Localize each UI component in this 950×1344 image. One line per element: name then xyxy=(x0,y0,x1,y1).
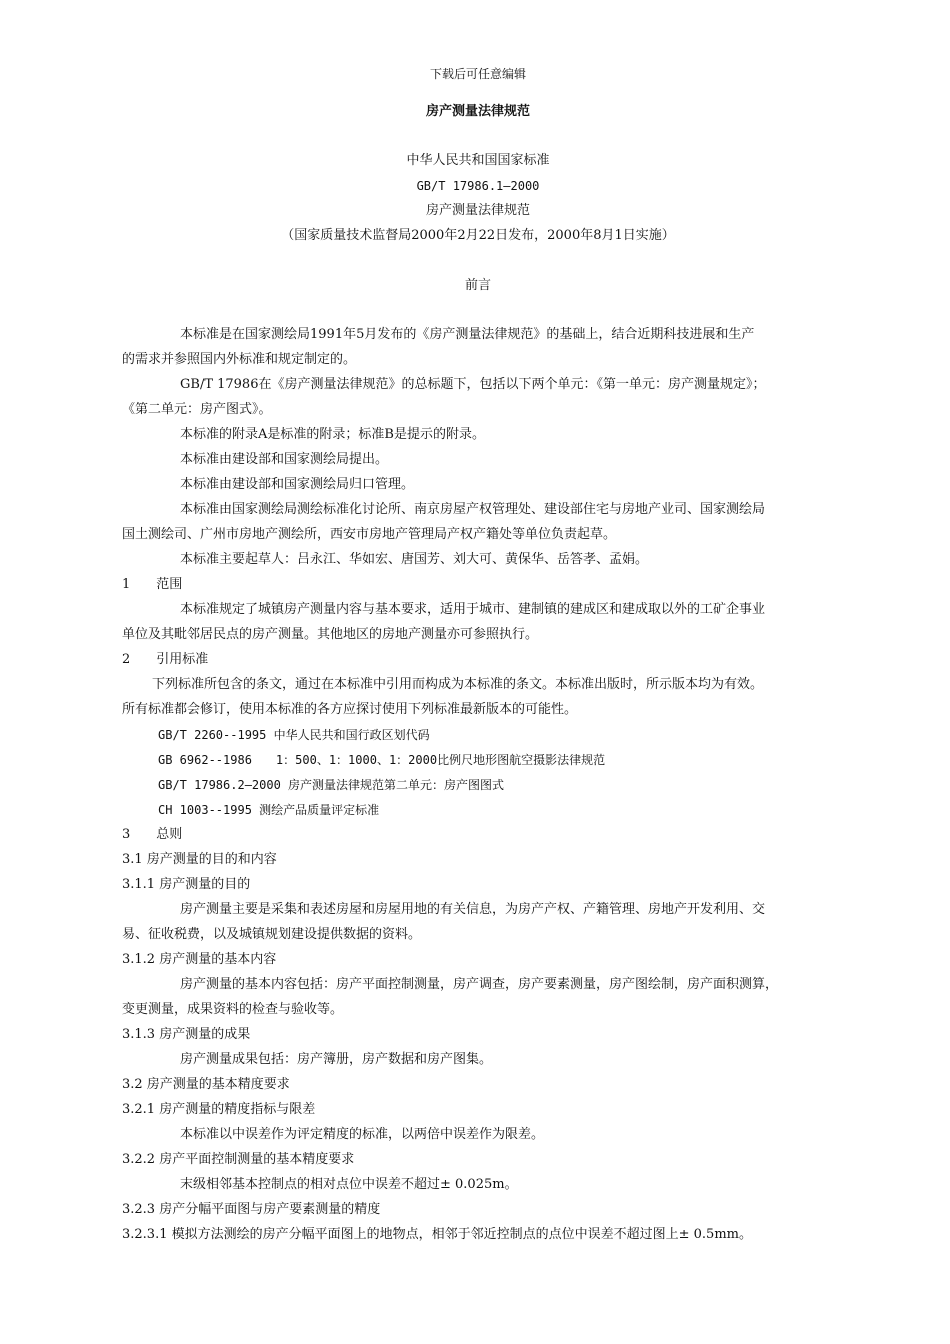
reference-item: CH 1003--1995 测绘产品质量评定标准 xyxy=(158,803,380,817)
foreword-p4: 本标准由建设部和国家测绘局提出。 xyxy=(180,452,389,467)
section-3-2-2-p: 末级相邻基本控制点的相对点位中误差不超过± 0.025m。 xyxy=(180,1177,518,1192)
foreword-p2-line1: GB/T 17986在《房产测量法律规范》的总标题下，包括以下两个单元：《第一单元：房产测量规定》； xyxy=(180,377,766,392)
reference-item: GB/T 2260--1995 中华人民共和国行政区划代码 xyxy=(158,728,430,742)
foreword-p1-line1: 本标准是在国家测绘局1991年5月发布的《房产测量法律规范》的基础上，结合近期科技进展和生产 xyxy=(180,327,755,342)
foreword-heading: 前言 xyxy=(464,278,491,293)
section-2-heading: 2 引用标准 xyxy=(122,652,209,667)
foreword-p6-line2: 国土测绘司、广州市房地产测绘所，西安市房地产管理局产权产籍处等单位负责起草。 xyxy=(122,527,617,542)
section-3-1-3-heading: 3.1.3 房产测量的成果 xyxy=(122,1027,251,1042)
section-2-p1-line1: 下列标准所包含的条文，通过在本标准中引用而构成为本标准的条文。本标准出版时，所示版本均为有效。 xyxy=(152,677,764,692)
standard-number: GB/T 17986.1—2000 xyxy=(416,179,540,193)
standard-name: 房产测量法律规范 xyxy=(425,203,530,218)
section-3-1-2-heading: 3.1.2 房产测量的基本内容 xyxy=(122,952,277,967)
reference-item: GB 6962--1986 1：500、1：1000、1：2000比例尺地形图航空摄影法律规范 xyxy=(158,753,606,767)
section-3-2-3-heading: 3.2.3 房产分幅平面图与房产要素测量的精度 xyxy=(122,1202,381,1217)
section-3-2-1-heading: 3.2.1 房产测量的精度指标与限差 xyxy=(122,1102,316,1117)
section-2-p1-line2: 所有标准都会修订，使用本标准的各方应探讨使用下列标准最新版本的可能性。 xyxy=(122,702,578,717)
document-title: 房产测量法律规范 xyxy=(425,104,530,119)
section-3-1-1-heading: 3.1.1 房产测量的目的 xyxy=(122,877,251,892)
section-3-1-1-p-line2: 易、征收税费，以及城镇规划建设提供数据的资料。 xyxy=(122,927,422,942)
section-3-2-2-heading: 3.2.2 房产平面控制测量的基本精度要求 xyxy=(122,1152,355,1167)
section-1-heading: 1 范围 xyxy=(122,577,183,592)
standard-country-line: 中华人民共和国国家标准 xyxy=(406,153,550,168)
section-3-1-3-p: 房产测量成果包括：房产簿册，房产数据和房产图集。 xyxy=(180,1052,493,1067)
standard-issue-note: （国家质量技术监督局2000年2月22日发布，2000年8月1日实施） xyxy=(281,228,675,243)
section-3-heading: 3 总则 xyxy=(122,827,183,842)
section-3-1-2-p-line2: 变更测量，成果资料的检查与验收等。 xyxy=(122,1002,344,1017)
section-3-2-1-p: 本标准以中误差作为评定精度的标准，以两倍中误差作为限差。 xyxy=(180,1127,545,1142)
section-3-1-heading: 3.1 房产测量的目的和内容 xyxy=(122,852,277,867)
section-3-2-heading: 3.2 房产测量的基本精度要求 xyxy=(122,1077,290,1092)
foreword-p2-line2: 《第二单元：房产图式》。 xyxy=(122,402,272,417)
foreword-p6-line1: 本标准由国家测绘局测绘标准化讨论所、南京房屋产权管理处、建设部住宅与房地产业司、国家测绘局 xyxy=(180,502,766,517)
foreword-p7: 本标准主要起草人：吕永江、华如宏、唐国芳、刘大可、黄保华、岳答孝、孟娟。 xyxy=(180,552,649,567)
section-1-p1-line1: 本标准规定了城镇房产测量内容与基本要求，适用于城市、建制镇的建成区和建成取以外的工矿企事业 xyxy=(180,602,766,617)
section-1-p1-line2: 单位及其毗邻居民点的房产测量。其他地区的房地产测量亦可参照执行。 xyxy=(122,627,539,642)
section-3-1-2-p-line1: 房产测量的基本内容包括：房产平面控制测量，房产调查，房产要素测量，房产图绘制，房产面积测算， xyxy=(180,977,779,992)
section-3-1-1-p-line1: 房产测量主要是采集和表述房屋和房屋用地的有关信息，为房产产权、产籍管理、房地产开发利用、交 xyxy=(180,902,766,917)
foreword-p5: 本标准由建设部和国家测绘局归口管理。 xyxy=(180,477,415,492)
reference-item: GB/T 17986.2—2000 房产测量法律规范第二单元：房产图图式 xyxy=(158,778,505,792)
section-3-2-3-1-text: 3.2.3.1 模拟方法测绘的房产分幅平面图上的地物点，相邻于邻近控制点的点位中误差不超过图上± 0.5mm。 xyxy=(122,1227,752,1242)
foreword-p1-line2: 的需求并参照国内外标准和规定制定的。 xyxy=(122,352,357,367)
foreword-p3: 本标准的附录A是标准的附录；标准B是提示的附录。 xyxy=(180,427,485,442)
download-note: 下载后可任意编辑 xyxy=(429,67,526,81)
